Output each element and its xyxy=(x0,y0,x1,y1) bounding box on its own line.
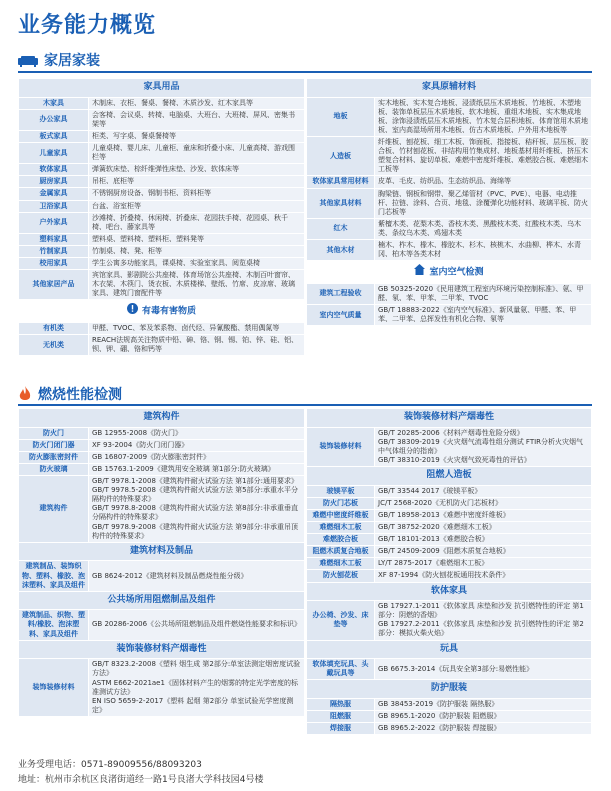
section-title: 燃烧性能检测 xyxy=(38,387,122,403)
section-title: 家居家装 xyxy=(44,53,100,69)
table-row xyxy=(19,610,305,640)
row-category: 难燃中密度纤维板 xyxy=(307,509,375,521)
table-row xyxy=(19,200,305,212)
row-description: 皮革、毛皮、纺织品、生态纺织品、海绵等 xyxy=(375,176,592,188)
row-description: REACH法规高关注物质中铅、砷、铬、钢、锡、铂、锌、硅、铝、钡、钾、硼、铬和钙等 xyxy=(89,335,305,356)
table-header xyxy=(307,467,592,486)
row-description xyxy=(89,451,305,463)
row-category: 红木 xyxy=(307,218,375,239)
table-row xyxy=(19,451,305,463)
section-fire-heading xyxy=(18,384,122,404)
table-row xyxy=(307,497,592,509)
table-header-row xyxy=(19,300,305,323)
building-components-table xyxy=(18,408,305,717)
table-row xyxy=(19,176,305,188)
table-header xyxy=(19,640,305,659)
table-row xyxy=(307,283,592,304)
row-description: GB/T 18958-2013《难燃中密度纤维板》 xyxy=(375,509,592,521)
row-category: 防火门 xyxy=(19,427,89,439)
table-header-label: 家具用品 xyxy=(143,82,180,92)
row-description: GB/T 24509-2009《阻燃木质复合地板》 xyxy=(375,546,592,558)
table-header-row xyxy=(19,409,305,428)
description-line: GB 16807-2009《防火膨胀密封件》 xyxy=(92,452,211,461)
row-description: GB 8624-2012《建筑材料及制品燃烧性能分级》 xyxy=(89,561,305,591)
row-category: 难燃细木工板 xyxy=(307,558,375,570)
row-category: 软体家具常用材料 xyxy=(307,176,375,188)
table-row xyxy=(307,558,592,570)
row-description xyxy=(89,427,305,439)
row-description xyxy=(89,476,305,543)
row-category: 金属家具 xyxy=(19,188,89,200)
row-description: 胸梁链、钢板和钢带、聚乙烯管材（PVC、PVE）、电器、电动推杆、拉链、涂料、合页、地毯、涂覆弹化功能材料、玻璃平板、防火门芯板等 xyxy=(375,188,592,218)
row-category: 防火门闭门器 xyxy=(19,439,89,451)
row-category: 难燃细木工板 xyxy=(307,522,375,534)
table-row xyxy=(19,335,305,356)
row-category: 户外家具 xyxy=(19,212,89,233)
description-line: GB/T 38309-2019《火灾烟气流毒性组分测试 FTIR分析火灾烟气中气体组分的指南》 xyxy=(378,437,584,455)
row-category: 建筑构件 xyxy=(19,476,89,543)
row-description: 木制床、衣柜、餐桌、餐椅、木质沙发、红木家具等 xyxy=(89,97,305,109)
home-icon xyxy=(414,264,425,280)
table-header-row xyxy=(307,79,592,98)
table-row xyxy=(19,164,305,176)
row-description: GB/T 18101-2013《难燃胶合板》 xyxy=(375,534,592,546)
table-header xyxy=(307,582,592,601)
table-row xyxy=(19,476,305,543)
table-row xyxy=(19,258,305,270)
row-category: 建筑工程验收 xyxy=(307,283,375,304)
table-row xyxy=(307,485,592,497)
table-row xyxy=(19,97,305,109)
row-category: 校用家具 xyxy=(19,258,89,270)
row-category: 有机类 xyxy=(19,323,89,335)
table-header xyxy=(19,300,305,323)
row-description: LY/T 2875-2017《难燃细木工板》 xyxy=(375,558,592,570)
table-header-label: 装饰装修材料产烟毒性 xyxy=(403,412,494,422)
row-description: GB 6675.3-2014《玩具安全第3部分:易燃性能》 xyxy=(375,659,592,680)
row-description xyxy=(89,439,305,451)
table-header xyxy=(307,409,592,428)
table-row xyxy=(307,659,592,680)
table-row xyxy=(307,699,592,711)
table-header xyxy=(307,79,592,98)
table-header xyxy=(19,542,305,561)
table-row xyxy=(307,570,592,582)
row-category: 卫浴家具 xyxy=(19,200,89,212)
row-description: GB 50325-2020《民用建筑工程室内环境污染控制标准》、氨、甲醛、氡、苯、甲苯、二甲苯、TVOC xyxy=(375,283,592,304)
table-header xyxy=(19,79,305,98)
row-category: 玻镁平板 xyxy=(307,485,375,497)
table-row xyxy=(19,130,305,142)
row-category: 阻燃服 xyxy=(307,711,375,723)
row-description: 实木地板、实木复合地板、浸渍纸层压木质地板、竹地板、木塑地板、装饰单板层压木质地板、软木地板、重组木地板、实木集成地板、涂饰浸渍纸层压木质地板、竹木复合层积地板、体育馆用木质地板、室内高湿场所用木地板、仿古木质地板、户外用木地板等 xyxy=(375,97,592,136)
row-category: 焊接服 xyxy=(307,723,375,735)
row-description: 竹制桌、椅、凳、柜等 xyxy=(89,245,305,257)
table-header-label: 家具原辅材料 xyxy=(421,82,476,92)
table-row xyxy=(19,212,305,233)
row-description: 紫檀木类、花梨木类、香枝木类、黑酸枝木类、红酸枝木类、乌木类、条纹乌木类、鸡翅木类 xyxy=(375,218,592,239)
row-description: GB/T 38752-2020《难燃细木工板》 xyxy=(375,522,592,534)
row-description: 台盆、浴室柜等 xyxy=(89,200,305,212)
section-divider xyxy=(18,71,592,73)
row-description: 沙滩椅、折叠椅、休闲椅、折叠床、花园扶手椅、花园桌、秋千椅、吧台、藤家具等 xyxy=(89,212,305,233)
row-description: 甲醛、TVOC、苯及苯系物、卤代烃、异氰酸酯、禁用偶氮等 xyxy=(89,323,305,335)
footer-address: 地址：杭州市余杭区良渚街道经一路1号良渚大学科技园4号楼 xyxy=(18,775,264,785)
table-header xyxy=(307,261,592,284)
description-line: ASTM E662-2021ae1《固体材料产生的烟雾的特定光学密度的标准测试方法》 xyxy=(92,678,298,696)
table-row xyxy=(307,305,592,326)
description-line: GB/T 9978.8-2008《建筑构件耐火试验方法 第8部分:非承重垂直分隔构件的特殊要求》 xyxy=(92,504,298,522)
table-row xyxy=(307,723,592,735)
warning-icon xyxy=(127,303,138,319)
row-description: GB 38453-2019《防护服装 隔热服》 xyxy=(375,699,592,711)
table-header-label: 建筑构件 xyxy=(143,412,180,422)
row-description xyxy=(89,463,305,475)
row-category: 木家具 xyxy=(19,97,89,109)
table-row xyxy=(19,245,305,257)
row-description: 塑料桌、塑料椅、塑料柜、塑料凳等 xyxy=(89,233,305,245)
description-line: EN ISO 5659-2-2017《塑料 起烟 第2部分 单室试验光学密度测定》 xyxy=(92,696,294,714)
description-line: GB/T 9978.1-2008《建筑构件耐火试验方法 第1部分:通用要求》 xyxy=(92,477,298,486)
description-line: GB/T 8323.2-2008《塑料 烟生成 第2部分:单室法测定烟密度试验方法》 xyxy=(92,660,301,678)
table-row xyxy=(307,546,592,558)
row-category: 阻燃木质复合地板 xyxy=(307,546,375,558)
row-description: JC/T 2568-2020《无机防火门芯板材》 xyxy=(375,497,592,509)
row-category: 塑料家具 xyxy=(19,233,89,245)
table-row xyxy=(19,439,305,451)
description-line: GB/T 9978.9-2008《建筑构件耐火试验方法 第9部分:非承重吊顶构件的特殊要求》 xyxy=(92,522,298,540)
table-row xyxy=(307,601,592,640)
table-row xyxy=(19,143,305,164)
table-row xyxy=(19,561,305,591)
description-line: GB/T 20285-2006《材料产烟毒性危险分级》 xyxy=(378,428,524,437)
row-description: GB/T 18883-2022《室内空气标准》、新风量氨、甲醛、苯、甲苯、二甲苯、总挥发性有机化合物、氡等 xyxy=(375,305,592,326)
row-description: GB 8965.1-2020《防护服装 阻燃服》 xyxy=(375,711,592,723)
table-header-label: 防护服装 xyxy=(430,683,467,694)
table-header-label: 阻燃人造板 xyxy=(426,470,472,481)
row-description: 楠木、柞木、橡木、橡胶木、杉木、核桃木、水曲柳、桦木、水青冈、柏木等各类木材 xyxy=(375,240,592,261)
row-category: 装饰装修材料 xyxy=(307,427,375,466)
table-header-row xyxy=(307,640,592,659)
table-header-row xyxy=(19,640,305,659)
row-category: 厨房家具 xyxy=(19,176,89,188)
row-description: 弹簧软床垫、棕纤维弹性床垫、沙发、软体床等 xyxy=(89,164,305,176)
table-row xyxy=(307,240,592,261)
table-row xyxy=(19,270,305,300)
row-category: 防火膨胀密封件 xyxy=(19,451,89,463)
table-row xyxy=(19,188,305,200)
row-description: GB 20286-2006《公共场所阻燃制品及组件燃烧性能要求和标识》 xyxy=(89,610,305,640)
table-row xyxy=(307,137,592,176)
table-header-label: 公共场所用阻燃制品及组件 xyxy=(107,594,216,605)
row-category: 儿童家具 xyxy=(19,143,89,164)
table-header-label: 室内空气检测 xyxy=(429,267,484,278)
table-row xyxy=(19,233,305,245)
sofa-icon xyxy=(18,53,38,67)
table-row xyxy=(19,659,305,717)
row-description: XF 87-1994《防火刨花板通用技术条件》 xyxy=(375,570,592,582)
table-header-label: 玩具 xyxy=(439,643,458,654)
table-row xyxy=(19,463,305,475)
description-line: GB 12955-2008《防火门》 xyxy=(92,428,183,437)
row-description xyxy=(89,659,305,717)
description-line: GB 17927.1-2011《软体家具 床垫和沙发 抗引燃特性的评定 第1部分：阴燃的香烟》 xyxy=(378,602,584,620)
table-header-row xyxy=(307,409,592,428)
table-header xyxy=(19,591,305,610)
row-description: 儿童桌椅、婴儿床、儿童柜、童床和折叠小床、儿童高椅、游戏围栏等 xyxy=(89,143,305,164)
table-row xyxy=(307,534,592,546)
row-category: 软体家具 xyxy=(19,164,89,176)
row-category: 其他木材 xyxy=(307,240,375,261)
row-description: 学生公寓多功能家具，课桌椅、实验室家具、阅览桌椅 xyxy=(89,258,305,270)
row-description xyxy=(375,427,592,466)
row-category: 其他家居产品 xyxy=(19,270,89,300)
table-header-label: 有毒有害物质 xyxy=(141,306,196,317)
table-header-row xyxy=(19,542,305,561)
table-header-row xyxy=(307,261,592,284)
row-category: 难燃胶合板 xyxy=(307,534,375,546)
decoration-materials-table xyxy=(306,408,592,735)
description-line: GB/T 9978.5-2008《建筑构件耐火试验方法 第5部分:承重水平分隔构件的特殊要求》 xyxy=(92,486,298,504)
table-row xyxy=(307,176,592,188)
row-category: 人造板 xyxy=(307,137,375,176)
table-header-label: 建筑材料及制品 xyxy=(129,545,193,556)
section-divider xyxy=(18,404,592,406)
row-category: 隔热服 xyxy=(307,699,375,711)
row-description: 柜类、写字桌、餐桌餐椅等 xyxy=(89,130,305,142)
row-category: 板式家具 xyxy=(19,130,89,142)
row-description: 纤维板、刨花板、细工木板、饰面板、指接板、秸秆板、层压板、胶合板、竹材刨花板、非结构用竹集成材、地板基材用纤维板、挤压木塑复合材料、旋切单板、难燃中密度纤维板、难燃胶合板、难燃细木工板等 xyxy=(375,137,592,176)
table-row xyxy=(19,323,305,335)
row-category: 防火门芯板 xyxy=(307,497,375,509)
row-category: 室内空气质量 xyxy=(307,305,375,326)
table-row xyxy=(307,218,592,239)
row-category: 办公家具 xyxy=(19,109,89,130)
table-header xyxy=(307,640,592,659)
row-category: 竹制家具 xyxy=(19,245,89,257)
row-description: GB 8965.2-2022《防护服装 焊接服》 xyxy=(375,723,592,735)
row-description: 吊柜、底柜等 xyxy=(89,176,305,188)
table-row xyxy=(19,427,305,439)
table-header xyxy=(19,409,305,428)
footer-phone: 业务受理电话：0571-89009556/88093203 xyxy=(18,760,202,770)
row-description: GB/T 33544 2017《玻镁平板》 xyxy=(375,485,592,497)
furniture-table xyxy=(18,78,305,356)
table-row xyxy=(307,522,592,534)
description-line: XF 93-2004《防火门闭门器》 xyxy=(92,440,189,449)
row-category: 防火刨花板 xyxy=(307,570,375,582)
table-header-label: 装饰装修材料产烟毒性 xyxy=(116,643,207,654)
table-header-row xyxy=(307,680,592,699)
description-line: GB 17927.2-2011《软体家具 床垫和沙发 抗引燃特性的评定 第2部分：模拟火柴火焰》 xyxy=(378,620,584,638)
row-description: 不锈钢厨房设备、钢制书柜、资料柜等 xyxy=(89,188,305,200)
row-description: 会客椅、会议桌、转椅、电脑桌、大班台、大班椅、屏风、密集书架等 xyxy=(89,109,305,130)
description-line: GB 15763.1-2009《建筑用安全玻璃 第1部分:防火玻璃》 xyxy=(92,464,275,473)
table-header-label: 软体家具 xyxy=(430,585,467,596)
table-row xyxy=(307,711,592,723)
section-home-furnishing-heading xyxy=(18,50,100,70)
table-row xyxy=(307,509,592,521)
furniture-materials-table xyxy=(306,78,592,326)
description-line: GB/T 38310-2019《火灾烟气致死毒性的评估》 xyxy=(378,455,531,464)
page-title: 业务能力概览 xyxy=(18,13,157,38)
row-category: 装饰装修材料 xyxy=(19,659,89,717)
row-category: 无机类 xyxy=(19,335,89,356)
table-header-row xyxy=(307,467,592,486)
table-row xyxy=(307,97,592,136)
table-row xyxy=(307,188,592,218)
flame-icon xyxy=(18,386,32,402)
row-category: 其他家具材料 xyxy=(307,188,375,218)
row-description xyxy=(375,601,592,640)
table-header-row xyxy=(307,582,592,601)
row-category: 软体填充玩具、头戴玩具等 xyxy=(307,659,375,680)
table-header-row xyxy=(19,591,305,610)
row-description: 宾馆家具、影剧院公共座椅、体育场馆公共座椅、木制百叶窗帘、木衣架、木筷门、烫衣板、木质楼梯、壁纸、竹席、皮凉席、玻璃家具、建筑门窗配件等 xyxy=(89,270,305,300)
row-category: 地板 xyxy=(307,97,375,136)
table-row xyxy=(19,109,305,130)
table-header xyxy=(307,680,592,699)
row-category: 建筑制品、织物、塑料/橡胶、泡沫塑料、家具及组件 xyxy=(19,610,89,640)
row-category: 建筑制品、装饰织物、塑料、橡胶、泡沫塑料、家具及组件 xyxy=(19,561,89,591)
table-header-row xyxy=(19,79,305,98)
row-category: 防火玻璃 xyxy=(19,463,89,475)
table-row xyxy=(307,427,592,466)
row-category: 办公椅、沙发、床垫等 xyxy=(307,601,375,640)
